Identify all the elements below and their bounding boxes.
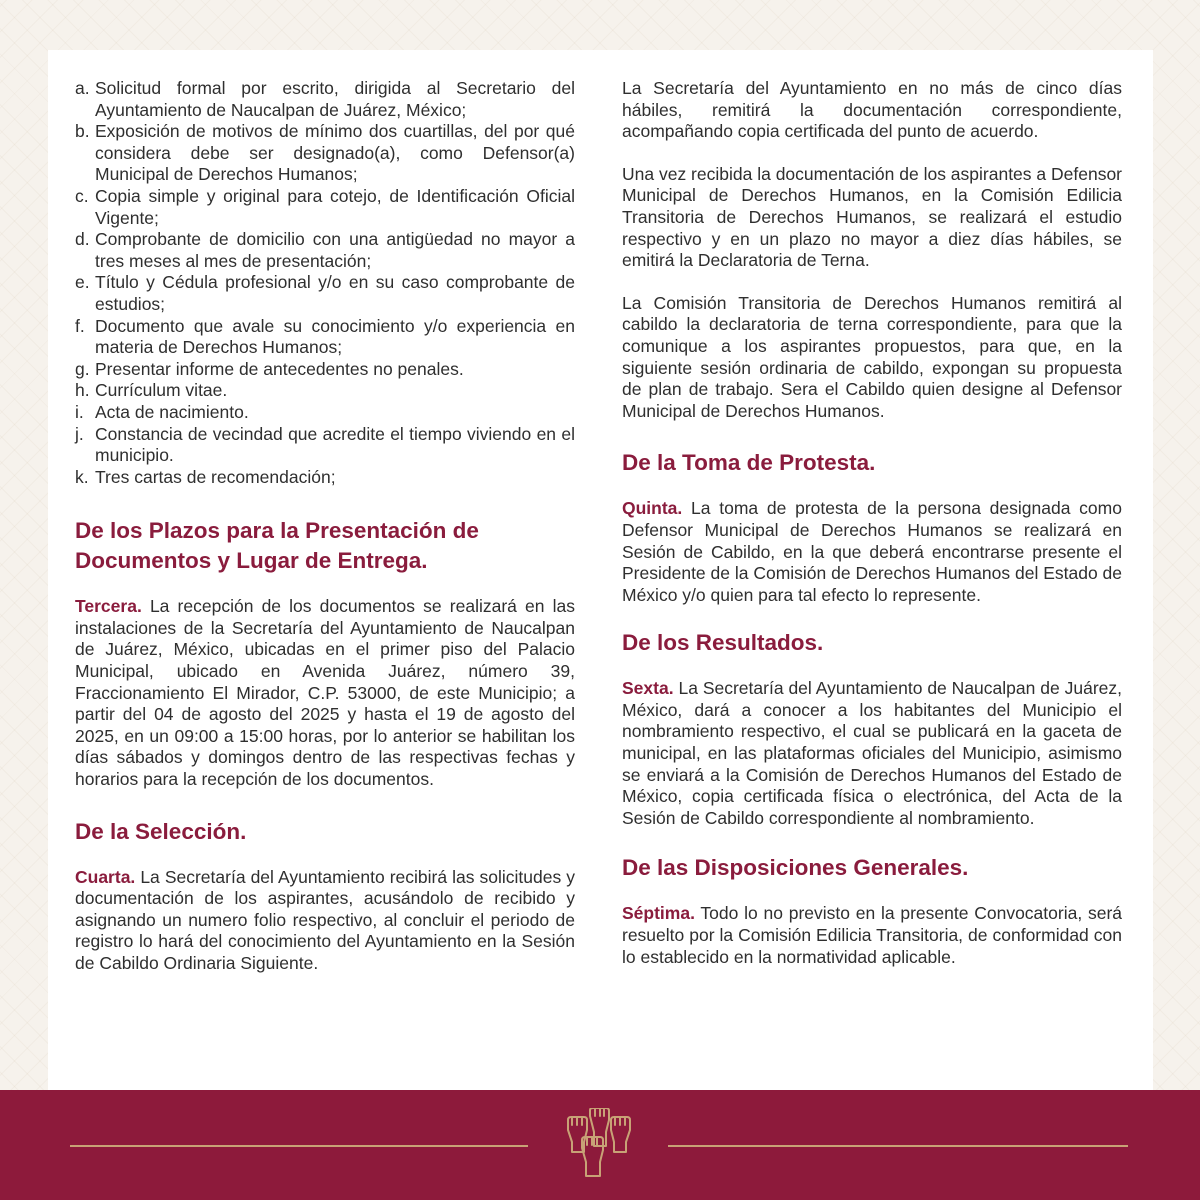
paragraph-septima bbox=[622, 903, 1122, 968]
raised-fists-icon bbox=[560, 1108, 638, 1178]
list-text: Tres cartas de recomendación; bbox=[95, 466, 336, 487]
list-marker: c. bbox=[75, 185, 89, 206]
list-marker: a. bbox=[75, 78, 90, 98]
list-text: Título y Cédula profesional y/o en su caso comprobante de estudios; bbox=[95, 272, 575, 314]
paragraph-remision: La Secretaría del Ayuntamiento en no más de cinco días hábiles, remitirá la documentación correspondiente, acompañando copia certificada del punto de acuerdo. bbox=[622, 78, 1122, 142]
requirements-list bbox=[75, 78, 575, 488]
clause-text-septima: Todo lo no previsto en la presente Convocatoria, será resuelto por la Comisión Edilicia Transitoria, de conformidad con lo establecido en la normatividad aplicable. bbox=[622, 903, 1122, 967]
list-marker: i. bbox=[75, 401, 84, 422]
paragraph-cuarta bbox=[75, 867, 575, 975]
list-item bbox=[75, 272, 575, 315]
list-text: Presentar informe de antecedentes no penales. bbox=[95, 358, 464, 379]
clause-label-tercera: Tercera. bbox=[75, 596, 142, 617]
list-marker: e. bbox=[75, 272, 90, 293]
list-item bbox=[75, 359, 575, 381]
list-item bbox=[75, 467, 575, 489]
clause-text-cuarta: La Secretaría del Ayuntamiento recibirá las solicitudes y documentación de los aspirantes, acusándolo de recibido y asignando un numero folio respectivo, al concluir el periodo de registro lo hará del conocimiento del Ayuntamiento en la Sesión de Cabildo Ordinaria Siguiente. bbox=[75, 866, 575, 973]
list-item bbox=[75, 78, 575, 121]
list-text: Solicitud formal por escrito, dirigida al Secretario del Ayuntamiento de Naucalpan de Juárez, México; bbox=[95, 78, 575, 120]
clause-text-tercera: La recepción de los documentos se realizará en las instalaciones de la Secretaría del Ayuntamiento de Naucalpan de Juárez, México, ubicadas en el primer piso del Palacio Municipal, ubicado en Avenida Juárez, número 39, Fraccionamiento El Mirador, C.P. 53000, de este Municipio; a partir del 04 de agosto del 2025 y hasta el 19 de agosto del 2025, en un 09:00 a 15:00 horas, por lo anterior se habilitan los días sábados y domingos dentro de las respectivas fechas y horarios para la recepción de los documentos. bbox=[75, 596, 575, 790]
list-item bbox=[75, 380, 575, 402]
list-text: Documento que avale su conocimiento y/o experiencia en materia de Derechos Humanos; bbox=[95, 315, 575, 358]
list-text: Comprobante de domicilio con una antigüedad no mayor a tres meses al mes de presentación; bbox=[95, 229, 575, 271]
list-item bbox=[75, 121, 575, 186]
clause-label-cuarta: Cuarta. bbox=[75, 866, 136, 887]
list-item bbox=[75, 402, 575, 424]
list-item bbox=[75, 229, 575, 272]
list-marker: b. bbox=[75, 121, 90, 142]
list-marker: k. bbox=[75, 466, 89, 487]
list-marker: j. bbox=[75, 423, 84, 444]
list-text: Constancia de vecindad que acredite el tiempo viviendo en el municipio. bbox=[95, 423, 575, 466]
clause-label-quinta: Quinta. bbox=[622, 498, 683, 519]
paragraph-tercera bbox=[75, 596, 575, 790]
clause-text-quinta: La toma de protesta de la persona designada como Defensor Municipal de Derechos Humanos se realizará en Sesión de Cabildo, en la que deberá encontrarse presente el Presidente de la Comisión de Derechos Humanos del Estado de México y/o quien para tal efecto lo represente. bbox=[622, 498, 1123, 605]
paragraph-estudio: Una vez recibida la documentación de los aspirantes a Defensor Municipal de Derechos Humanos, en la Comisión Edilicia Transitoria de Derechos Humanos, se realizará el estudio respectivo y en un plazo no mayor a diez días hábiles, se emitirá la Declaratoria de Terna. bbox=[622, 163, 1123, 271]
list-marker: f. bbox=[75, 315, 85, 336]
paragraph-sexta bbox=[622, 678, 1122, 829]
list-text: Exposición de motivos de mínimo dos cuartillas, del por qué considera debe ser designado(a), como Defensor(a) Municipal de Derechos Humanos; bbox=[95, 121, 575, 185]
heading-disposiciones: De las Disposiciones Generales. bbox=[622, 855, 969, 881]
clause-label-septima: Séptima. bbox=[622, 903, 695, 924]
list-marker: d. bbox=[75, 229, 90, 250]
footer-band bbox=[0, 1090, 1200, 1200]
clause-label-sexta: Sexta. bbox=[622, 678, 674, 699]
list-item bbox=[75, 186, 575, 229]
right-column bbox=[622, 78, 1122, 968]
heading-resultados: De los Resultados. bbox=[622, 630, 824, 656]
list-item bbox=[75, 424, 575, 467]
footer-divider-right bbox=[668, 1145, 1128, 1147]
left-column bbox=[75, 78, 575, 975]
list-text: Acta de nacimiento. bbox=[95, 401, 249, 422]
list-text: Copia simple y original para cotejo, de Identificación Oficial Vigente; bbox=[95, 185, 575, 228]
heading-protesta: De la Toma de Protesta. bbox=[622, 450, 876, 476]
list-item bbox=[75, 316, 575, 359]
document-panel bbox=[48, 50, 1153, 1090]
paragraph-terna: La Comisión Transitoria de Derechos Humanos remitirá al cabildo la declaratoria de terna correspondiente, para que la comunique a los aspirantes propuestos, para que, en la siguiente sesión ordinaria de cabildo, expongan su propuesta de plan de trabajo. Sera el Cabildo quien designe al Defensor Municipal de Derechos Humanos. bbox=[622, 292, 1122, 421]
list-text: Currículum vitae. bbox=[95, 380, 228, 401]
list-marker: g. bbox=[75, 358, 90, 379]
paragraph-quinta bbox=[622, 498, 1122, 606]
heading-seleccion: De la Selección. bbox=[75, 818, 247, 844]
footer-divider-left bbox=[70, 1145, 528, 1147]
clause-text-sexta: La Secretaría del Ayuntamiento de Naucalpan de Juárez, México, dará a conocer a los habitantes del Municipio el nombramiento respectivo, el cual se publicará en la gaceta de municipal, en las plataformas oficiales del Municipio, asimismo se enviará a la Comisión de Derechos Humanos del Estado de México, copia certificada física o electrónica, del Acta de la Sesión de Cabildo correspondiente al nombramiento. bbox=[622, 678, 1122, 828]
heading-plazos: De los Plazos para la Presentación de Documentos y Lugar de Entrega. bbox=[75, 518, 479, 574]
list-marker: h. bbox=[75, 380, 90, 401]
